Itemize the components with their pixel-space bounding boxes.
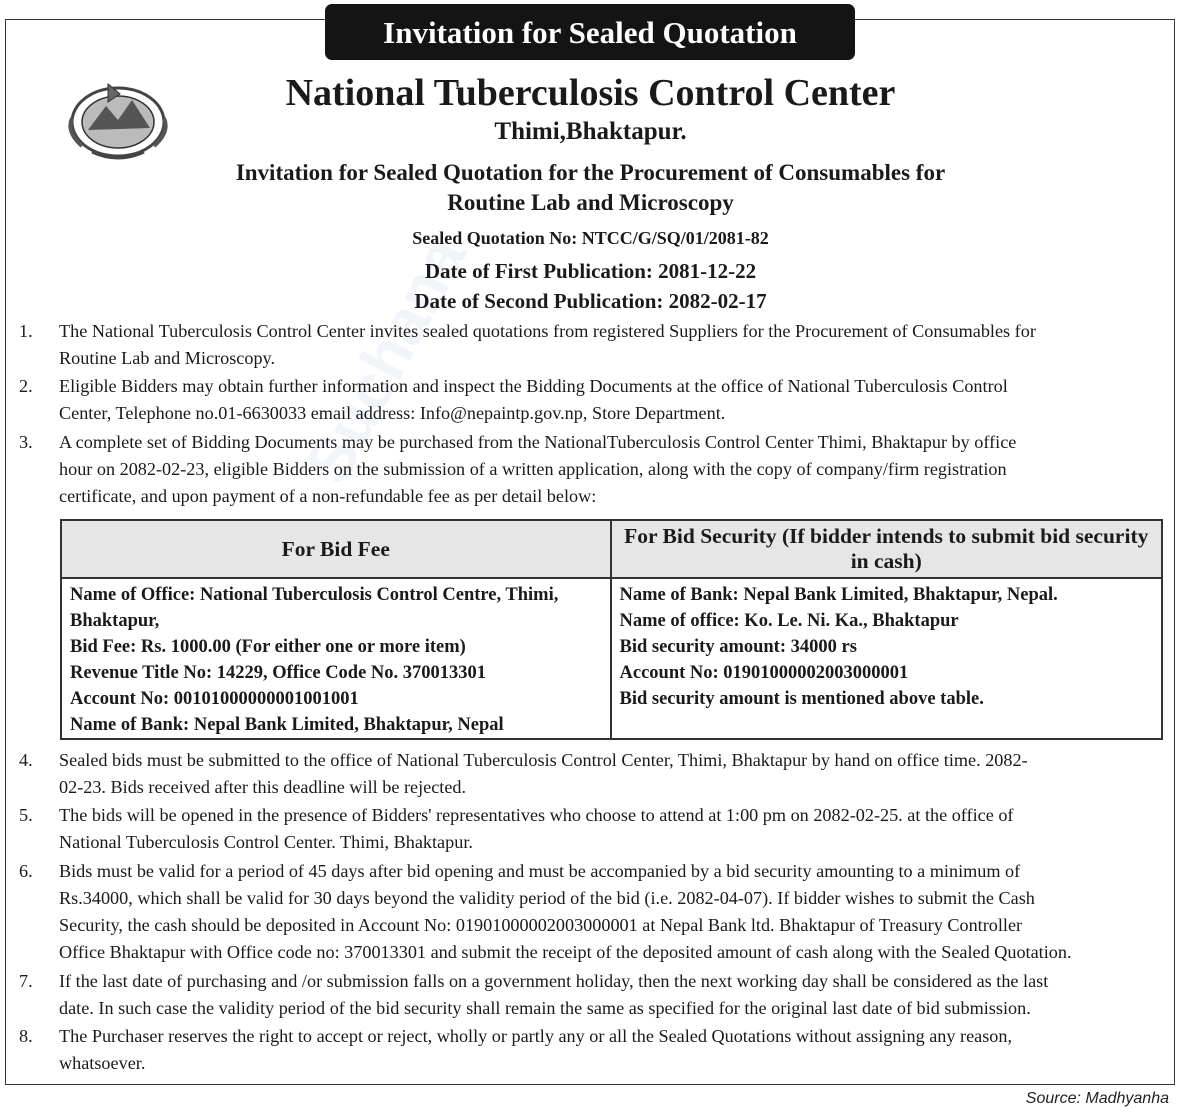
clause-line: The bids will be opened in the presence of Bidders' representatives who choose to attend at 1:00 pm on 2082-02-25. at the office of [59,805,1014,825]
clause-line: The National Tuberculosis Control Center invites sealed quotations from registered Suppliers for the Procurement of Consumables for [59,321,1036,341]
bid-fee-line: Account No: 00101000000001001001 [70,689,359,709]
clause-text [59,968,1163,1022]
quotation-number: Sealed Quotation No: NTCC/G/SQ/01/2081-82 [412,228,769,248]
clause-text [59,802,1163,856]
clause-line: hour on 2082-02-23, eligible Bidders on the submission of a written application, along with the copy of company/firm registration [59,459,1007,479]
clause-number: 3. [19,432,33,452]
clause-line: 02-23. Bids received after this deadline will be rejected. [59,777,467,797]
clause-number: 6. [19,861,33,881]
clause-line: Bids must be valid for a period of 45 days after bid opening and must be accompanied by a bid security amounting to a minimum of [59,861,1021,881]
bid-fee-line: Name of Office: National Tuberculosis Control Centre, Thimi, [70,585,559,605]
clause-text [59,747,1163,801]
clause-line: Rs.34000, which shall be valid for 30 days beyond the validity period of the bid (i.e. 2082-04-07). If bidder wishes to submit the Cash [59,888,1035,908]
clause-text [59,429,1163,510]
clause-number: 4. [19,750,33,770]
bid-security-column [612,521,1162,738]
clause-line: whatsoever. [59,1053,146,1073]
bid-fee-heading: For Bid Fee [62,521,610,579]
bid-security-line: Name of office: Ko. Le. Ni. Ka., Bhaktapur [619,611,959,631]
clause-line: If the last date of purchasing and /or submission falls on a government holiday, then the next working day shall be considered as the last [59,971,1049,991]
subject-line: Routine Lab and Microscopy [447,190,734,215]
bid-security-heading: For Bid Security (If bidder intends to submit bid security in cash) [612,521,1162,579]
clause-line: Security, the cash should be deposited in Account No: 01901000002003000001 at Nepal Bank ltd. Bhaktapur of Treasury Controller [59,915,1023,935]
second-publication-date: Date of Second Publication: 2082-02-17 [414,289,767,313]
first-publication-date: Date of First Publication: 2081-12-22 [424,259,757,283]
clause-line: Sealed bids must be submitted to the office of National Tuberculosis Control Center, Thimi, Bhaktapur by hand on office time. 2082- [59,750,1028,770]
bid-fee-line: Name of Bank: Nepal Bank Limited, Bhaktapur, Nepal [70,715,504,735]
notice-subject [0,158,1181,218]
bid-security-line: Bid security amount: 34000 rs [619,637,857,657]
bid-security-line: Account No: 01901000002003000001 [619,663,909,683]
clause-number: 2. [19,376,33,396]
clause-number: 5. [19,805,33,825]
clause-line: Eligible Bidders may obtain further information and inspect the Bidding Documents at the office of National Tuberculosis Control [59,376,1008,396]
clause-line: certificate, and upon payment of a non-refundable fee as per detail below: [59,486,597,506]
clause-line: Routine Lab and Microscopy. [59,348,276,368]
clause-line: date. In such case the validity period of the bid security shall remain the same as specified for the original last date of bid submission. [59,998,1031,1018]
bid-fee-line: Bid Fee: Rs. 1000.00 (For either one or more item) [70,637,466,657]
watermark: Suchana [290,224,480,495]
fee-table [60,519,1163,740]
bid-security-line: Bid security amount is mentioned above table. [619,689,984,709]
clause-number: 1. [19,321,33,341]
organization-name: National Tuberculosis Control Center [285,72,896,114]
clause-line: Office Bhaktapur with Office code no: 370013301 and submit the receipt of the deposited amount of cash along with the Sealed Quotation. [59,942,1072,962]
clause-number: 7. [19,971,33,991]
source-credit: Source: Madhyanha [1025,1090,1169,1107]
bid-fee-details [62,579,610,741]
subject-line: Invitation for Sealed Quotation for the Procurement of Consumables for [235,160,946,185]
clause-number: 8. [19,1026,33,1046]
organization-location: Thimi,Bhaktapur. [494,118,687,145]
clause-line: National Tuberculosis Control Center. Thimi, Bhaktapur. [59,832,473,852]
bid-fee-line: Bhaktapur, [70,611,160,631]
clause-text [59,1023,1163,1077]
notice-banner: Invitation for Sealed Quotation [325,4,855,60]
clause-text [59,373,1163,427]
clause-text [59,318,1163,372]
clause-line: The Purchaser reserves the right to accept or reject, wholly or partly any or all the Sealed Quotations without assigning any reason, [59,1026,1013,1046]
bid-security-details [612,579,1162,715]
bid-fee-line: Revenue Title No: 14229, Office Code No. 370013301 [70,663,487,683]
clause-text [59,858,1163,966]
clause-line: Center, Telephone no.01-6630033 email address: Info@nepaintp.gov.np, Store Department. [59,403,726,423]
bid-fee-column [62,521,612,738]
clause-line: A complete set of Bidding Documents may be purchased from the NationalTuberculosis Control Center Thimi, Bhaktapur by office [59,432,1017,452]
bid-security-line: Name of Bank: Nepal Bank Limited, Bhaktapur, Nepal. [619,585,1058,605]
